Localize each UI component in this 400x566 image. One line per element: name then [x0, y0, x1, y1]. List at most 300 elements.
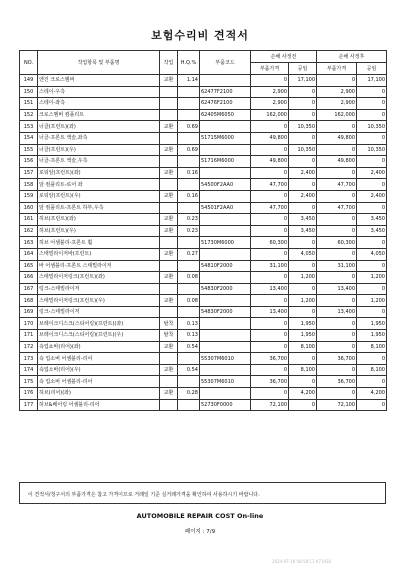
table-header	[20, 51, 387, 75]
cell-no: 160	[20, 202, 38, 214]
cell-ap: 0	[317, 144, 357, 156]
table-row	[20, 330, 387, 342]
cell-ap: 49,800	[317, 132, 357, 144]
cell-no: 163	[20, 237, 38, 249]
table-row	[20, 109, 387, 121]
cell-work	[160, 306, 178, 318]
cell-code	[200, 167, 251, 179]
table-row	[20, 364, 387, 376]
cell-ap: 47,700	[317, 179, 357, 191]
cell-bp: 0	[251, 248, 289, 260]
table-row	[20, 318, 387, 330]
cell-no: 175	[20, 376, 38, 388]
cell-no: 169	[20, 306, 38, 318]
table-row	[20, 225, 387, 237]
cell-work	[160, 179, 178, 191]
cell-hq: 0.16	[178, 167, 200, 179]
cell-ap: 0	[317, 75, 357, 87]
cell-bl: 0	[289, 283, 317, 295]
cell-bl: 3,450	[289, 214, 317, 226]
cell-bp: 13,400	[251, 283, 289, 295]
cell-bl: 0	[289, 98, 317, 110]
cell-work: 교환	[160, 225, 178, 237]
cell-no: 152	[20, 109, 38, 121]
cell-no: 161	[20, 214, 38, 226]
cell-name: 너클(프런트)(좌)	[38, 121, 160, 133]
cell-al: 0	[357, 202, 387, 214]
cell-no: 157	[20, 167, 38, 179]
cell-code	[200, 75, 251, 87]
cell-name: 허브 어셈블리-프론트 휠	[38, 237, 160, 249]
cell-bp: 0	[251, 330, 289, 342]
cell-bp: 47,700	[251, 179, 289, 191]
cell-al: 0	[357, 132, 387, 144]
cell-bp: 2,900	[251, 98, 289, 110]
cell-al: 2,400	[357, 167, 387, 179]
cell-name: 너클-프론트 액슬,좌측	[38, 132, 160, 144]
cell-ap: 0	[317, 248, 357, 260]
cell-name: 브레이크디스크(스티어링)(프런트)(우)	[38, 330, 160, 342]
cell-name: 링크-스태빌라이저	[38, 306, 160, 318]
cell-bp: 60,300	[251, 237, 289, 249]
cell-al: 0	[357, 353, 387, 365]
cell-code	[200, 214, 251, 226]
cell-work: 교환	[160, 295, 178, 307]
cell-ap: 13,400	[317, 306, 357, 318]
cell-al: 0	[357, 179, 387, 191]
cell-no: 151	[20, 98, 38, 110]
cell-hq: 0.23	[178, 225, 200, 237]
cell-bl: 4,200	[289, 388, 317, 400]
cell-no: 162	[20, 225, 38, 237]
cell-name: 크로스멤버 컴플리트	[38, 109, 160, 121]
cell-ap: 0	[317, 341, 357, 353]
table-row	[20, 283, 387, 295]
table-row	[20, 272, 387, 284]
cell-work: 교환	[160, 190, 178, 202]
cell-hq	[178, 109, 200, 121]
cell-hq	[178, 306, 200, 318]
cell-work: 교환	[160, 248, 178, 260]
cell-hq	[178, 260, 200, 272]
cell-work: 탈착	[160, 330, 178, 342]
cell-hq	[178, 86, 200, 98]
header-after-labor: 공임	[357, 63, 387, 75]
cell-no: 168	[20, 295, 38, 307]
cell-no: 159	[20, 190, 38, 202]
cell-no: 154	[20, 132, 38, 144]
cell-work: 교환	[160, 341, 178, 353]
cell-no: 153	[20, 121, 38, 133]
table-row	[20, 388, 387, 400]
cell-ap: 49,800	[317, 156, 357, 168]
cell-bp: 49,800	[251, 132, 289, 144]
cell-al: 4,200	[357, 388, 387, 400]
cell-code: 54830F2000	[200, 283, 251, 295]
cell-hq	[178, 98, 200, 110]
cell-code: 62477F2100	[200, 86, 251, 98]
table-row	[20, 75, 387, 87]
cell-bp: 72,100	[251, 399, 289, 411]
cell-work: 교환	[160, 167, 178, 179]
cell-no: 177	[20, 399, 38, 411]
cell-name: 너클-프론트 액슬,우측	[38, 156, 160, 168]
cell-hq: 0.69	[178, 144, 200, 156]
cell-code: 54810F2000	[200, 260, 251, 272]
cell-ap: 2,900	[317, 98, 357, 110]
cell-work	[160, 132, 178, 144]
cell-no: 158	[20, 179, 38, 191]
cell-name: 링크-스태빌라이저	[38, 283, 160, 295]
cell-al: 17,100	[357, 75, 387, 87]
header-after-part-price: 부품가격	[317, 63, 357, 75]
table-row	[20, 399, 387, 411]
table-row	[20, 295, 387, 307]
cell-work: 교환	[160, 388, 178, 400]
cell-hq	[178, 283, 200, 295]
cell-work: 탈착	[160, 318, 178, 330]
cell-al: 2,400	[357, 190, 387, 202]
cell-work	[160, 376, 178, 388]
table-row	[20, 98, 387, 110]
cell-bp: 162,000	[251, 109, 289, 121]
cell-ap: 0	[317, 388, 357, 400]
cell-no: 150	[20, 86, 38, 98]
cell-name: 너클(프런트)(우)	[38, 144, 160, 156]
table-row	[20, 214, 387, 226]
cell-bp: 0	[251, 295, 289, 307]
cell-bl: 0	[289, 306, 317, 318]
cell-al: 0	[357, 260, 387, 272]
cell-al: 0	[357, 399, 387, 411]
cell-al: 0	[357, 86, 387, 98]
cell-bl: 0	[289, 237, 317, 249]
cell-bp: 0	[251, 214, 289, 226]
table-row	[20, 132, 387, 144]
table-row	[20, 260, 387, 272]
price-notice: 이 견적서/청구서의 부품가격은 참고 가격이므로 거래일 기준 실거래가격을 확인하여 사용하시기 바랍니다.	[19, 482, 386, 504]
header-before-adjustment: 손해 사정전	[251, 51, 317, 63]
cell-work: 교환	[160, 144, 178, 156]
cell-ap: 0	[317, 214, 357, 226]
cell-al: 1,200	[357, 295, 387, 307]
cell-ap: 60,300	[317, 237, 357, 249]
cell-bp: 0	[251, 121, 289, 133]
cell-ap: 36,700	[317, 353, 357, 365]
cell-al: 0	[357, 306, 387, 318]
header-before-part-price: 부품가격	[251, 63, 289, 75]
cell-no: 171	[20, 330, 38, 342]
cell-bp: 2,900	[251, 86, 289, 98]
cell-code	[200, 121, 251, 133]
header-after-adjustment: 손해 사정후	[317, 51, 387, 63]
cell-ap: 0	[317, 318, 357, 330]
table-row	[20, 121, 387, 133]
cell-name: 스테이-좌측	[38, 98, 160, 110]
cell-al: 1,950	[357, 330, 387, 342]
table-row	[20, 190, 387, 202]
cell-name: 브레이크디스크(스티어링)(프런트)(좌)	[38, 318, 160, 330]
cell-bl: 3,450	[289, 225, 317, 237]
cell-work	[160, 260, 178, 272]
cell-bl: 0	[289, 353, 317, 365]
cell-code	[200, 330, 251, 342]
cell-name: 쇽 업소버 어셈블리-리어	[38, 353, 160, 365]
cell-al: 10,350	[357, 144, 387, 156]
estimate-table	[19, 50, 387, 411]
cell-work	[160, 86, 178, 98]
table-row	[20, 376, 387, 388]
cell-bl: 0	[289, 86, 317, 98]
cell-al: 0	[357, 376, 387, 388]
cell-work	[160, 98, 178, 110]
cell-bl: 10,350	[289, 144, 317, 156]
cell-name: 허브(리어)(좌)	[38, 388, 160, 400]
cell-work: 교환	[160, 272, 178, 284]
cell-ap: 0	[317, 225, 357, 237]
cell-code: 51715M6000	[200, 132, 251, 144]
cell-ap: 0	[317, 364, 357, 376]
cell-name: 쇽업소바(리어)(우)	[38, 364, 160, 376]
header-hq: H.Q.%	[178, 51, 200, 75]
cell-code: 54500F2AA0	[200, 179, 251, 191]
cell-ap: 0	[317, 272, 357, 284]
cell-code: 55307M6010	[200, 353, 251, 365]
cell-code: 62405M6050	[200, 109, 251, 121]
cell-code: 54501F2AA0	[200, 202, 251, 214]
cell-al: 3,450	[357, 214, 387, 226]
cell-bp: 0	[251, 144, 289, 156]
cell-bp: 0	[251, 318, 289, 330]
cell-al: 10,350	[357, 121, 387, 133]
cell-no: 165	[20, 260, 38, 272]
cell-hq: 0.13	[178, 318, 200, 330]
cell-work	[160, 156, 178, 168]
cell-hq: 0.54	[178, 341, 200, 353]
cell-name: 스태빌라이저바(프런트)	[38, 248, 160, 260]
page-number: 페이지 : 7/9	[184, 529, 216, 535]
cell-bl: 1,200	[289, 295, 317, 307]
cell-bl: 4,050	[289, 248, 317, 260]
cell-bl: 1,950	[289, 330, 317, 342]
cell-ap: 72,100	[317, 399, 357, 411]
cell-hq	[178, 353, 200, 365]
cell-code: 54830F2000	[200, 306, 251, 318]
cell-hq: 0.13	[178, 330, 200, 342]
cell-ap: 47,700	[317, 202, 357, 214]
cell-hq: 1.14	[178, 75, 200, 87]
cell-bl: 0	[289, 376, 317, 388]
cell-name: 스태빌라이저링크(프런트)(우)	[38, 295, 160, 307]
table-row	[20, 167, 387, 179]
cell-work: 교환	[160, 364, 178, 376]
document-title: 보험수리비 견적서	[151, 29, 249, 42]
cell-name: 암 컴플리트-로어 좌	[38, 179, 160, 191]
cell-name: 스태빌라이저링크(프런트)(좌)	[38, 272, 160, 284]
cell-bp: 0	[251, 190, 289, 202]
cell-no: 164	[20, 248, 38, 260]
cell-hq: 0.27	[178, 248, 200, 260]
cell-hq	[178, 156, 200, 168]
cell-bl: 2,400	[289, 190, 317, 202]
cell-no: 172	[20, 341, 38, 353]
cell-hq	[178, 132, 200, 144]
cell-name: 허브(프런트)(우)	[38, 225, 160, 237]
cell-al: 0	[357, 98, 387, 110]
header-item-name: 작업항목 및 부품명	[38, 51, 160, 75]
cell-bp: 13,400	[251, 306, 289, 318]
cell-bl: 1,950	[289, 318, 317, 330]
cell-code: 51730M6000	[200, 237, 251, 249]
cell-bp: 0	[251, 272, 289, 284]
cell-bp: 0	[251, 167, 289, 179]
table-row	[20, 306, 387, 318]
cell-code	[200, 364, 251, 376]
cell-hq: 0.28	[178, 388, 200, 400]
cell-code	[200, 248, 251, 260]
cell-no: 176	[20, 388, 38, 400]
cell-bp: 49,800	[251, 156, 289, 168]
cell-name: 쇽 업소버 어셈블리-리어	[38, 376, 160, 388]
table-row	[20, 86, 387, 98]
cell-hq: 0.54	[178, 364, 200, 376]
cell-work	[160, 237, 178, 249]
cell-name: 쇽업쇼바(리어)(좌)	[38, 341, 160, 353]
table-row	[20, 144, 387, 156]
cell-no: 173	[20, 353, 38, 365]
cell-bp: 0	[251, 388, 289, 400]
table-row	[20, 353, 387, 365]
print-stamp: 2024-07-16 08:58:11 K71930	[272, 559, 332, 564]
cell-no: 170	[20, 318, 38, 330]
cell-hq: 0.16	[178, 190, 200, 202]
header-part-code: 부품코드	[200, 51, 251, 75]
cell-ap: 0	[317, 190, 357, 202]
cell-hq: 0.69	[178, 121, 200, 133]
cell-code	[200, 225, 251, 237]
cell-name: 바 어셈블리-프론트 스태빌라이저	[38, 260, 160, 272]
table-body	[20, 75, 387, 411]
cell-al: 8,100	[357, 341, 387, 353]
cell-name: 허브&베어링 어셈블리-리어	[38, 399, 160, 411]
cell-ap: 0	[317, 167, 357, 179]
cell-no: 149	[20, 75, 38, 87]
table-row	[20, 202, 387, 214]
cell-ap: 31,100	[317, 260, 357, 272]
footer-title: AUTOMOBILE REPAIR COST On-line	[136, 512, 264, 520]
cell-name: 암 컴플리트-프론트 하부,우측	[38, 202, 160, 214]
cell-code	[200, 318, 251, 330]
cell-al: 1,200	[357, 272, 387, 284]
header-work: 작업	[160, 51, 178, 75]
cell-no: 155	[20, 144, 38, 156]
cell-bl: 0	[289, 109, 317, 121]
cell-hq: 0.08	[178, 295, 200, 307]
cell-code	[200, 144, 251, 156]
cell-name: 로워암(프런트)(좌)	[38, 167, 160, 179]
cell-bl: 0	[289, 179, 317, 191]
cell-ap: 2,900	[317, 86, 357, 98]
cell-name: 허브(프런트)(좌)	[38, 214, 160, 226]
cell-bl: 0	[289, 399, 317, 411]
cell-bp: 36,700	[251, 353, 289, 365]
cell-al: 4,050	[357, 248, 387, 260]
cell-al: 0	[357, 156, 387, 168]
cell-bl: 10,350	[289, 121, 317, 133]
cell-bp: 0	[251, 225, 289, 237]
header-before-labor: 공임	[289, 63, 317, 75]
table-row	[20, 179, 387, 191]
cell-bl: 1,200	[289, 272, 317, 284]
cell-bl: 0	[289, 260, 317, 272]
cell-work	[160, 399, 178, 411]
cell-work	[160, 109, 178, 121]
cell-code	[200, 388, 251, 400]
table-row	[20, 341, 387, 353]
cell-code: 51716M6000	[200, 156, 251, 168]
cell-bp: 31,100	[251, 260, 289, 272]
cell-hq	[178, 179, 200, 191]
cell-no: 166	[20, 272, 38, 284]
cell-bl: 17,100	[289, 75, 317, 87]
cell-code	[200, 272, 251, 284]
cell-ap: 0	[317, 121, 357, 133]
cell-ap: 0	[317, 295, 357, 307]
cell-code: 55307M6010	[200, 376, 251, 388]
cell-hq	[178, 237, 200, 249]
cell-no: 174	[20, 364, 38, 376]
cell-ap: 0	[317, 330, 357, 342]
cell-name: 로워암(프런트)(우)	[38, 190, 160, 202]
cell-code	[200, 341, 251, 353]
cell-ap: 162,000	[317, 109, 357, 121]
cell-code	[200, 295, 251, 307]
cell-al: 0	[357, 237, 387, 249]
cell-name: 엔진 크로스멤버	[38, 75, 160, 87]
cell-ap: 13,400	[317, 283, 357, 295]
cell-bp: 47,700	[251, 202, 289, 214]
cell-no: 167	[20, 283, 38, 295]
table-row	[20, 237, 387, 249]
cell-code	[200, 190, 251, 202]
cell-bl: 0	[289, 156, 317, 168]
cell-bl: 0	[289, 132, 317, 144]
cell-hq: 0.08	[178, 272, 200, 284]
cell-ap: 36,700	[317, 376, 357, 388]
cell-name: 스테이-우측	[38, 86, 160, 98]
cell-al: 8,100	[357, 364, 387, 376]
cell-hq	[178, 399, 200, 411]
cell-hq	[178, 376, 200, 388]
cell-al: 0	[357, 283, 387, 295]
cell-bl: 0	[289, 202, 317, 214]
cell-bp: 0	[251, 75, 289, 87]
cell-work	[160, 353, 178, 365]
cell-bp: 0	[251, 341, 289, 353]
cell-bl: 8,100	[289, 341, 317, 353]
cell-al: 1,950	[357, 318, 387, 330]
cell-al: 3,450	[357, 225, 387, 237]
cell-no: 156	[20, 156, 38, 168]
cell-bl: 2,400	[289, 167, 317, 179]
cell-bp: 0	[251, 364, 289, 376]
cell-work: 교환	[160, 121, 178, 133]
cell-hq	[178, 202, 200, 214]
cell-work	[160, 202, 178, 214]
cell-bl: 8,100	[289, 364, 317, 376]
cell-work: 교환	[160, 214, 178, 226]
cell-code: 62476F2100	[200, 98, 251, 110]
